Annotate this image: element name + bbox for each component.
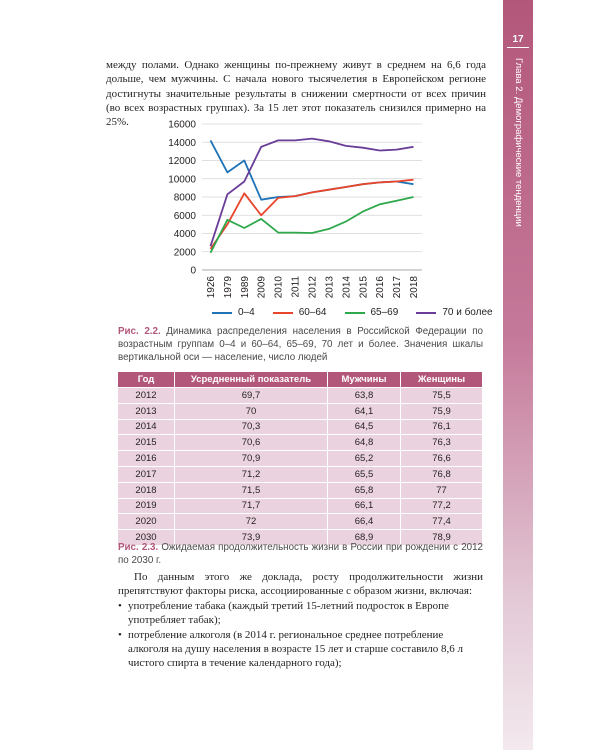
table-cell: 68,9 (328, 530, 401, 545)
table-row (118, 514, 482, 530)
table-cell: 71,2 (175, 466, 328, 482)
caption-label: Рис. 2.3. (118, 542, 159, 553)
table-header-row (118, 372, 482, 388)
table-cell: 76,8 (401, 466, 483, 482)
table-cell: 75,9 (401, 403, 483, 419)
table-cell: 70 (175, 403, 328, 419)
table-cell: 64,5 (328, 419, 401, 435)
page-number-rule (507, 47, 529, 48)
table-cell: 63,8 (328, 388, 401, 404)
y-tick-label: 2000 (173, 247, 196, 259)
caption-text: Ожидаемая продолжительность жизни в России при рождении с 2012 по 2030 г. (118, 542, 483, 566)
legend-swatch-60-64 (273, 312, 293, 314)
table-row (118, 482, 482, 498)
series-line-1 (211, 180, 414, 249)
x-tick-label: 2016 (375, 276, 387, 299)
legend-label: 70 и более (442, 307, 493, 318)
population-line-chart (160, 118, 435, 306)
series-line-0 (211, 140, 414, 199)
table-cell: 64,1 (328, 403, 401, 419)
legend-swatch-65-69 (345, 312, 365, 314)
header-women: Женщины (401, 372, 483, 388)
y-tick-label: 0 (190, 265, 196, 277)
x-tick-label: 2014 (341, 276, 353, 299)
table-cell: 2017 (118, 466, 175, 482)
table-cell: 2013 (118, 403, 175, 419)
table-cell: 2015 (118, 435, 175, 451)
x-tick-label: 2009 (256, 276, 268, 299)
header-men: Мужчины (328, 372, 401, 388)
y-tick-label: 14000 (168, 137, 196, 149)
x-tick-label: 2011 (290, 276, 302, 298)
table-cell: 71,7 (175, 498, 328, 514)
table-cell: 64,8 (328, 435, 401, 451)
table-row (118, 435, 482, 451)
list-item: • потребление алкоголя (в 2014 г. региональное среднее потребление алкоголя на душу населения в возрасте 15 лет и старше составило 8,6 л чистого спирта в течение календарного года); (118, 628, 483, 671)
table-cell: 78,9 (401, 530, 483, 545)
table-cell: 70,3 (175, 419, 328, 435)
table-body (118, 388, 482, 545)
y-tick-label: 10000 (168, 174, 196, 186)
header-average: Усредненный показатель (175, 372, 328, 388)
table-cell: 65,8 (328, 482, 401, 498)
life-expectancy-table (118, 372, 482, 545)
table-cell: 69,7 (175, 388, 328, 404)
intro-paragraph: между полами. Однако женщины по-прежнему живут в среднем на 6,6 года дольше, чем мужчины. С начала нового тысячелетия в Европейском регионе достигнуты значительные результаты в снижении смертности от всех причин (во всех возрастных группах). За 15 лет этот показатель снизился примерно на 25%. (106, 59, 486, 129)
legend-label: 65–69 (370, 307, 399, 318)
x-tick-labels (206, 276, 420, 299)
table-cell: 2030 (118, 530, 175, 545)
table-cell: 2019 (118, 498, 175, 514)
y-tick-label: 4000 (173, 229, 196, 240)
x-tick-label: 1926 (205, 276, 217, 299)
x-tick-label: 1979 (222, 276, 234, 299)
table-row (118, 419, 482, 435)
table-cell: 76,1 (401, 419, 483, 435)
legend-label: 0–4 (238, 307, 255, 318)
chart-grid (202, 124, 422, 270)
table-cell: 75,5 (401, 388, 483, 404)
y-tick-label: 16000 (168, 119, 196, 131)
y-tick-label: 6000 (173, 210, 196, 222)
table-row (118, 498, 482, 514)
legend-label: 60–64 (298, 307, 327, 318)
y-tick-label: 8000 (173, 192, 196, 204)
series-line-2 (211, 197, 414, 253)
table-cell: 73,9 (175, 530, 328, 545)
x-tick-label: 2013 (324, 276, 336, 299)
table-cell: 76,3 (401, 435, 483, 451)
table-row (118, 403, 482, 419)
table-cell: 2014 (118, 419, 175, 435)
table-cell: 2020 (118, 514, 175, 530)
table-cell: 66,1 (328, 498, 401, 514)
table-row (118, 466, 482, 482)
legend-item-60-64 (273, 307, 327, 318)
table-cell: 77,2 (401, 498, 483, 514)
legend-swatch-0-4 (212, 312, 232, 314)
sidebar-band (503, 0, 533, 750)
table-cell: 71,5 (175, 482, 328, 498)
list-item: • употребление табака (каждый третий 15-летний подросток в Европе употребляет табак); (118, 599, 483, 628)
table-cell: 65,5 (328, 466, 401, 482)
x-tick-label: 2010 (273, 276, 285, 299)
table-cell: 72 (175, 514, 328, 530)
legend-item-70-plus (416, 307, 492, 318)
table-cell: 76,6 (401, 451, 483, 467)
x-tick-label: 1989 (239, 276, 251, 299)
table-cell: 70,9 (175, 451, 328, 467)
table-row (118, 451, 482, 467)
chart-legend (212, 307, 493, 318)
legend-item-65-69 (345, 307, 399, 318)
caption-text: Динамика распределения населения в Российской Федерации по возрастным группам 0–4 и 60–64, 65–69, 70 лет и более. Значения шкалы вертикальной оси — население, число людей (118, 326, 483, 363)
table-cell: 77,4 (401, 514, 483, 530)
chapter-sidebar (503, 0, 600, 750)
risk-factors-paragraph: По данным этого же доклада, росту продолжительности жизни препятствуют факторы риска, ассоциированные с образом жизни, включая: (118, 571, 483, 598)
table-cell: 65,2 (328, 451, 401, 467)
figure-caption-2-3 (118, 541, 483, 567)
header-year: Год (118, 372, 175, 388)
page-number: 17 (512, 34, 524, 45)
table-cell: 66,4 (328, 514, 401, 530)
caption-label: Рис. 2.2. (118, 326, 161, 337)
table-row (118, 388, 482, 404)
table-cell: 2018 (118, 482, 175, 498)
risk-factors-list (118, 599, 483, 670)
chapter-title: Глава 2. Демографические тенденции (513, 58, 524, 227)
table-cell: 2012 (118, 388, 175, 404)
legend-item-0-4 (212, 307, 255, 318)
table-cell: 70,6 (175, 435, 328, 451)
legend-swatch-70-plus (416, 312, 436, 314)
figure-caption-2-2 (118, 325, 483, 364)
table-cell: 2016 (118, 451, 175, 467)
x-tick-label: 2012 (307, 276, 319, 299)
chart-series (211, 139, 414, 253)
y-tick-label: 12000 (168, 156, 196, 167)
x-tick-label: 2017 (392, 276, 404, 299)
x-tick-label: 2018 (409, 276, 421, 299)
y-tick-labels (168, 120, 196, 277)
table-cell: 77 (401, 482, 483, 498)
x-tick-label: 2015 (358, 276, 370, 299)
